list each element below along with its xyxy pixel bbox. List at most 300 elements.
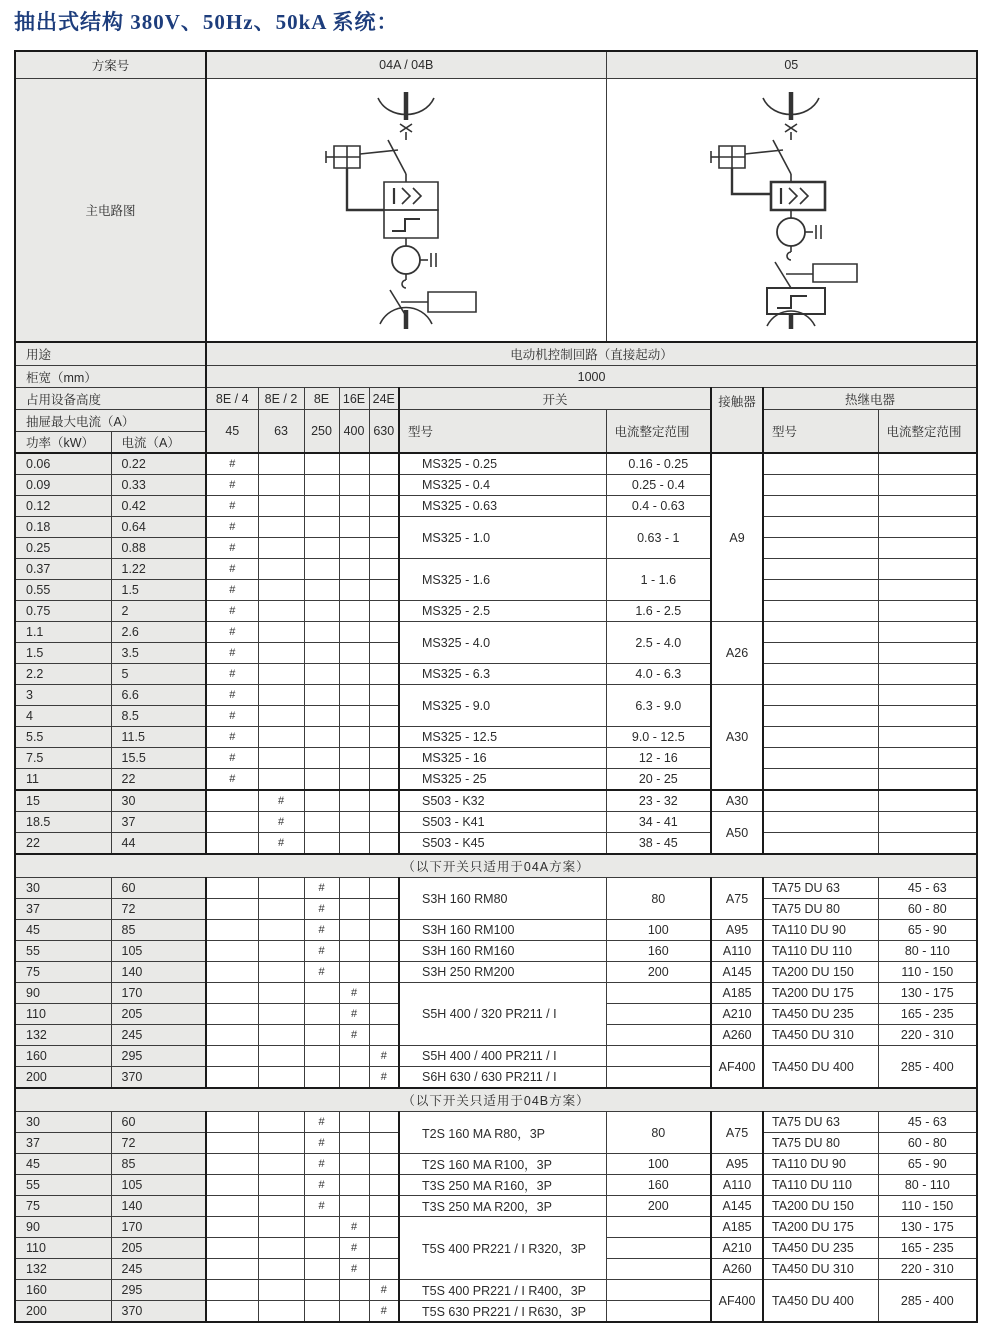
power-cell: 160	[15, 1046, 111, 1067]
relay-model-cell: TA110 DU 110	[763, 1175, 878, 1196]
power-cell: 37	[15, 1133, 111, 1154]
current-cell: 370	[111, 1301, 206, 1323]
height-mark-cell	[206, 1025, 258, 1046]
relay-range-cell: 45 - 63	[878, 1112, 977, 1133]
height-mark-cell	[258, 538, 304, 559]
drawer-current-value: 630	[369, 410, 399, 454]
switch-range-cell	[606, 1301, 711, 1323]
height-mark-cell	[369, 538, 399, 559]
height-mark-cell	[304, 727, 339, 748]
relay-model-cell: TA75 DU 63	[763, 1112, 878, 1133]
table-row	[15, 833, 977, 855]
height-mark-cell: #	[304, 1154, 339, 1175]
height-mark-cell	[339, 664, 369, 685]
current-cell: 295	[111, 1280, 206, 1301]
power-cell: 132	[15, 1025, 111, 1046]
height-mark-cell	[369, 727, 399, 748]
height-mark-cell	[304, 1004, 339, 1025]
contactor-cell: A185	[711, 983, 763, 1004]
height-mark-cell	[369, 790, 399, 812]
power-cell: 200	[15, 1067, 111, 1089]
height-mark-cell: #	[339, 983, 369, 1004]
height-mark-cell	[369, 622, 399, 643]
contactor-cell: A30	[711, 790, 763, 812]
drawer-current-value: 63	[258, 410, 304, 454]
relay-model-cell	[763, 790, 878, 812]
contactor-cell: A110	[711, 1175, 763, 1196]
switch-model-cell: MS325 - 0.63	[399, 496, 606, 517]
height-mark-cell	[369, 833, 399, 855]
height-mark-cell	[304, 1046, 339, 1067]
relay-model-cell: TA450 DU 235	[763, 1238, 878, 1259]
current-cell: 60	[111, 878, 206, 899]
height-mark-cell: #	[304, 1133, 339, 1154]
relay-range-cell: 130 - 175	[878, 1217, 977, 1238]
switch-model-cell: MS325 - 0.25	[399, 453, 606, 475]
section-note-row-04b	[15, 1088, 977, 1112]
current-cell: 0.64	[111, 517, 206, 538]
height-mark-cell	[339, 833, 369, 855]
power-cell: 5.5	[15, 727, 111, 748]
height-mark-cell	[339, 899, 369, 920]
page-title: 抽出式结构 380V、50Hz、50kA 系统：	[14, 10, 399, 34]
relay-range-cell: 110 - 150	[878, 962, 977, 983]
height-mark-cell	[369, 475, 399, 496]
height-mark-cell	[304, 706, 339, 727]
switch-model-cell: S503 - K32	[399, 790, 606, 812]
switch-model-cell: MS325 - 4.0	[399, 622, 606, 664]
relay-range-cell	[878, 475, 977, 496]
usage-row	[15, 342, 977, 366]
height-mark-cell	[369, 601, 399, 622]
height-mark-cell	[258, 899, 304, 920]
height-mark-cell	[258, 1025, 304, 1046]
height-mark-cell	[206, 941, 258, 962]
power-cell: 30	[15, 878, 111, 899]
height-mark-cell	[304, 790, 339, 812]
relay-range-cell: 165 - 235	[878, 1004, 977, 1025]
current-cell: 37	[111, 812, 206, 833]
height-mark-cell	[369, 1025, 399, 1046]
power-cell: 22	[15, 833, 111, 855]
switch-model-cell: MS325 - 2.5	[399, 601, 606, 622]
height-mark-cell	[206, 1280, 258, 1301]
main-circuit-row	[15, 79, 977, 343]
contactor-cell: A185	[711, 1217, 763, 1238]
height-mark-cell	[304, 559, 339, 580]
scheme-label: 方案号	[15, 51, 206, 79]
height-mark-cell	[369, 1196, 399, 1217]
table-row	[15, 496, 977, 517]
height-mark-cell	[258, 1067, 304, 1089]
relay-model-cell: TA110 DU 90	[763, 920, 878, 941]
relay-model-cell	[763, 559, 878, 580]
height-mark-cell	[339, 475, 369, 496]
table-row	[15, 1154, 977, 1175]
power-cell: 55	[15, 1175, 111, 1196]
height-mark-cell	[258, 1133, 304, 1154]
power-cell: 1.1	[15, 622, 111, 643]
cabinet-width-label: 柜宽（mm）	[15, 366, 206, 388]
height-mark-cell	[206, 899, 258, 920]
table-row	[15, 878, 977, 899]
height-mark-cell: #	[206, 517, 258, 538]
power-cell: 0.75	[15, 601, 111, 622]
height-mark-cell: #	[304, 878, 339, 899]
switch-model-cell: MS325 - 0.4	[399, 475, 606, 496]
height-mark-cell	[258, 1301, 304, 1323]
height-mark-cell	[258, 769, 304, 791]
current-cell: 245	[111, 1259, 206, 1280]
switch-model-cell: T5S 400 PR221 / I R320，3P	[399, 1217, 606, 1280]
current-cell: 0.88	[111, 538, 206, 559]
relay-range-cell	[878, 580, 977, 601]
scheme-05-header: 05	[606, 51, 977, 79]
height-mark-cell	[339, 1112, 369, 1133]
table-row	[15, 475, 977, 496]
table-row	[15, 920, 977, 941]
height-mark-cell: #	[206, 664, 258, 685]
cabinet-width-row	[15, 366, 977, 388]
height-mark-cell: #	[206, 748, 258, 769]
height-mark-cell	[258, 1280, 304, 1301]
height-mark-cell: #	[339, 1025, 369, 1046]
switch-range-cell: 23 - 32	[606, 790, 711, 812]
height-mark-cell	[258, 727, 304, 748]
contactor-cell: A145	[711, 1196, 763, 1217]
switch-model-cell: S503 - K41	[399, 812, 606, 833]
power-cell: 90	[15, 983, 111, 1004]
height-mark-cell	[339, 812, 369, 833]
height-mark-cell	[369, 769, 399, 791]
relay-range-cell: 65 - 90	[878, 920, 977, 941]
switch-range-cell: 6.3 - 9.0	[606, 685, 711, 727]
table-row	[15, 453, 977, 475]
table-row	[15, 790, 977, 812]
relay-range-cell	[878, 833, 977, 855]
cabinet-width-value: 1000	[206, 366, 977, 388]
power-cell: 45	[15, 920, 111, 941]
height-mark-cell	[258, 1004, 304, 1025]
equip-height-value: 16E	[339, 388, 369, 410]
switch-range-header: 电流整定范围	[606, 410, 711, 454]
height-mark-cell	[258, 1259, 304, 1280]
power-cell: 55	[15, 941, 111, 962]
switch-range-cell	[606, 1004, 711, 1025]
relay-model-cell: TA200 DU 175	[763, 983, 878, 1004]
contactor-cell: A260	[711, 1259, 763, 1280]
power-cell: 30	[15, 1112, 111, 1133]
relay-range-cell	[878, 517, 977, 538]
power-cell: 75	[15, 1196, 111, 1217]
height-mark-cell	[369, 496, 399, 517]
contactor-cell: A210	[711, 1004, 763, 1025]
switch-range-cell	[606, 1259, 711, 1280]
height-mark-cell: #	[206, 580, 258, 601]
height-mark-cell	[369, 559, 399, 580]
switch-range-cell: 4.0 - 6.3	[606, 664, 711, 685]
current-cell: 205	[111, 1238, 206, 1259]
height-mark-cell	[258, 517, 304, 538]
height-mark-cell: #	[206, 496, 258, 517]
height-mark-cell	[258, 920, 304, 941]
switch-range-cell: 100	[606, 1154, 711, 1175]
height-mark-cell	[258, 559, 304, 580]
relay-range-cell: 220 - 310	[878, 1025, 977, 1046]
switch-model-cell: T3S 250 MA R200，3P	[399, 1196, 606, 1217]
height-mark-cell: #	[206, 685, 258, 706]
height-mark-cell	[339, 453, 369, 475]
switch-model-cell: S503 - K45	[399, 833, 606, 855]
height-mark-cell	[339, 1301, 369, 1323]
circuit-diagram-04ab-cell	[206, 79, 606, 343]
power-cell: 110	[15, 1238, 111, 1259]
switch-model-cell: S3H 160 RM80	[399, 878, 606, 920]
contactor-cell: A210	[711, 1238, 763, 1259]
contactor-cell: A50	[711, 812, 763, 855]
switch-range-cell	[606, 1067, 711, 1089]
drawer-current-value: 250	[304, 410, 339, 454]
height-mark-cell	[369, 878, 399, 899]
switch-model-cell: S5H 400 / 400 PR211 / I	[399, 1046, 606, 1067]
current-cell: 140	[111, 962, 206, 983]
switch-range-cell	[606, 1238, 711, 1259]
current-cell: 170	[111, 983, 206, 1004]
power-header: 功率（kW）	[15, 432, 111, 454]
power-cell: 0.09	[15, 475, 111, 496]
contactor-cell: A26	[711, 622, 763, 685]
switch-range-cell: 1.6 - 2.5	[606, 601, 711, 622]
height-mark-cell	[339, 1280, 369, 1301]
height-mark-cell	[369, 983, 399, 1004]
height-mark-cell: #	[304, 920, 339, 941]
height-mark-cell	[369, 1217, 399, 1238]
height-mark-cell	[258, 622, 304, 643]
table-row	[15, 685, 977, 706]
height-mark-cell	[304, 748, 339, 769]
current-cell: 3.5	[111, 643, 206, 664]
relay-model-cell: TA75 DU 63	[763, 878, 878, 899]
switch-model-cell: MS325 - 25	[399, 769, 606, 791]
height-mark-cell: #	[304, 1112, 339, 1133]
switch-range-cell	[606, 1025, 711, 1046]
switch-range-cell: 80	[606, 1112, 711, 1154]
switch-range-cell: 160	[606, 1175, 711, 1196]
relay-model-header: 型号	[763, 410, 878, 454]
height-mark-cell: #	[206, 727, 258, 748]
power-cell: 7.5	[15, 748, 111, 769]
switch-range-cell: 34 - 41	[606, 812, 711, 833]
relay-model-cell	[763, 748, 878, 769]
relay-model-cell: TA450 DU 400	[763, 1280, 878, 1323]
contactor-cell: AF400	[711, 1046, 763, 1089]
height-mark-cell	[258, 453, 304, 475]
current-cell: 72	[111, 899, 206, 920]
switch-range-cell: 200	[606, 1196, 711, 1217]
relay-model-cell: TA450 DU 235	[763, 1004, 878, 1025]
relay-range-cell: 285 - 400	[878, 1280, 977, 1323]
switch-range-cell: 0.25 - 0.4	[606, 475, 711, 496]
power-cell: 18.5	[15, 812, 111, 833]
relay-model-cell: TA200 DU 175	[763, 1217, 878, 1238]
height-mark-cell	[304, 769, 339, 791]
height-mark-cell	[304, 475, 339, 496]
height-mark-cell	[206, 1217, 258, 1238]
contactor-cell: AF400	[711, 1280, 763, 1323]
power-cell: 110	[15, 1004, 111, 1025]
switch-range-cell: 0.4 - 0.63	[606, 496, 711, 517]
table-row	[15, 664, 977, 685]
height-mark-cell	[304, 622, 339, 643]
switch-range-cell: 2.5 - 4.0	[606, 622, 711, 664]
height-mark-cell	[369, 899, 399, 920]
relay-model-cell: TA75 DU 80	[763, 899, 878, 920]
switch-range-cell: 0.16 - 0.25	[606, 453, 711, 475]
relay-model-cell: TA450 DU 310	[763, 1025, 878, 1046]
table-row	[15, 1175, 977, 1196]
relay-range-cell	[878, 622, 977, 643]
switch-group-header: 开关	[399, 388, 711, 410]
current-cell: 140	[111, 1196, 206, 1217]
height-mark-cell	[369, 962, 399, 983]
relay-range-cell	[878, 453, 977, 475]
height-mark-cell	[258, 1196, 304, 1217]
height-mark-cell	[339, 706, 369, 727]
height-mark-cell	[339, 727, 369, 748]
height-mark-cell	[369, 580, 399, 601]
relay-range-cell: 80 - 110	[878, 1175, 977, 1196]
relay-model-cell	[763, 580, 878, 601]
height-mark-cell	[206, 1133, 258, 1154]
height-mark-cell	[258, 601, 304, 622]
height-mark-cell	[258, 475, 304, 496]
height-mark-cell: #	[339, 1217, 369, 1238]
contactor-cell: A30	[711, 685, 763, 791]
relay-range-cell	[878, 559, 977, 580]
drawer-current-value: 45	[206, 410, 258, 454]
height-mark-cell	[304, 1217, 339, 1238]
relay-range-cell: 60 - 80	[878, 1133, 977, 1154]
height-mark-cell	[206, 1175, 258, 1196]
current-cell: 11.5	[111, 727, 206, 748]
main-circuit-label: 主电路图	[15, 79, 206, 343]
switch-model-cell: S6H 630 / 630 PR211 / I	[399, 1067, 606, 1089]
height-mark-cell	[304, 580, 339, 601]
height-mark-cell	[258, 1154, 304, 1175]
height-mark-cell	[339, 878, 369, 899]
switch-model-cell: S3H 160 RM100	[399, 920, 606, 941]
equip-height-value: 24E	[369, 388, 399, 410]
height-mark-cell: #	[206, 475, 258, 496]
relay-model-cell: TA200 DU 150	[763, 1196, 878, 1217]
height-mark-cell: #	[258, 812, 304, 833]
power-cell: 0.25	[15, 538, 111, 559]
switch-range-cell: 1 - 1.6	[606, 559, 711, 601]
height-mark-cell	[339, 941, 369, 962]
relay-range-header: 电流整定范围	[878, 410, 977, 454]
current-cell: 0.22	[111, 453, 206, 475]
height-mark-cell	[339, 643, 369, 664]
current-cell: 44	[111, 833, 206, 855]
switch-range-cell: 100	[606, 920, 711, 941]
current-cell: 370	[111, 1067, 206, 1089]
current-cell: 205	[111, 1004, 206, 1025]
switch-model-cell: MS325 - 16	[399, 748, 606, 769]
table-row	[15, 622, 977, 643]
relay-model-cell	[763, 664, 878, 685]
relay-model-cell	[763, 453, 878, 475]
relay-range-cell	[878, 769, 977, 791]
current-cell: 245	[111, 1025, 206, 1046]
spec-table	[14, 50, 978, 1323]
section-note: （以下开关只适用于04A方案）	[15, 854, 977, 878]
relay-model-cell: TA200 DU 150	[763, 962, 878, 983]
height-mark-cell	[369, 1175, 399, 1196]
height-mark-cell	[258, 748, 304, 769]
table-row	[15, 1196, 977, 1217]
switch-model-header: 型号	[399, 410, 606, 454]
height-mark-cell	[339, 962, 369, 983]
drawer-current-value: 400	[339, 410, 369, 454]
switch-range-cell: 20 - 25	[606, 769, 711, 791]
current-cell: 22	[111, 769, 206, 791]
height-mark-cell	[369, 941, 399, 962]
power-cell: 132	[15, 1259, 111, 1280]
switch-model-cell: MS325 - 6.3	[399, 664, 606, 685]
switch-range-cell: 9.0 - 12.5	[606, 727, 711, 748]
table-row	[15, 941, 977, 962]
relay-model-cell: TA110 DU 90	[763, 1154, 878, 1175]
relay-range-cell: 220 - 310	[878, 1259, 977, 1280]
height-mark-cell	[339, 1154, 369, 1175]
height-mark-cell	[369, 1259, 399, 1280]
height-mark-cell: #	[369, 1301, 399, 1323]
relay-model-cell	[763, 496, 878, 517]
usage-label: 用途	[15, 342, 206, 366]
current-cell: 85	[111, 1154, 206, 1175]
height-mark-cell	[206, 983, 258, 1004]
height-mark-cell	[206, 962, 258, 983]
height-mark-cell: #	[304, 1196, 339, 1217]
height-mark-cell	[339, 580, 369, 601]
height-mark-cell	[339, 496, 369, 517]
scheme-04ab-header: 04A / 04B	[206, 51, 606, 79]
height-mark-cell: #	[206, 601, 258, 622]
power-cell: 2.2	[15, 664, 111, 685]
height-mark-cell	[258, 580, 304, 601]
height-mark-cell	[206, 1196, 258, 1217]
current-cell: 30	[111, 790, 206, 812]
contactor-cell: A95	[711, 1154, 763, 1175]
height-mark-cell	[258, 496, 304, 517]
power-cell: 75	[15, 962, 111, 983]
table-row	[15, 601, 977, 622]
switch-range-cell	[606, 1280, 711, 1301]
height-mark-cell	[206, 790, 258, 812]
height-mark-cell	[304, 1067, 339, 1089]
current-cell: 0.42	[111, 496, 206, 517]
relay-model-cell	[763, 643, 878, 664]
relay-range-cell: 65 - 90	[878, 1154, 977, 1175]
relay-range-cell	[878, 664, 977, 685]
height-mark-cell	[206, 1301, 258, 1323]
relay-model-cell	[763, 475, 878, 496]
relay-group-header: 热继电器	[763, 388, 977, 410]
current-cell: 295	[111, 1046, 206, 1067]
table-row	[15, 1280, 977, 1301]
power-cell: 45	[15, 1154, 111, 1175]
height-mark-cell	[369, 748, 399, 769]
